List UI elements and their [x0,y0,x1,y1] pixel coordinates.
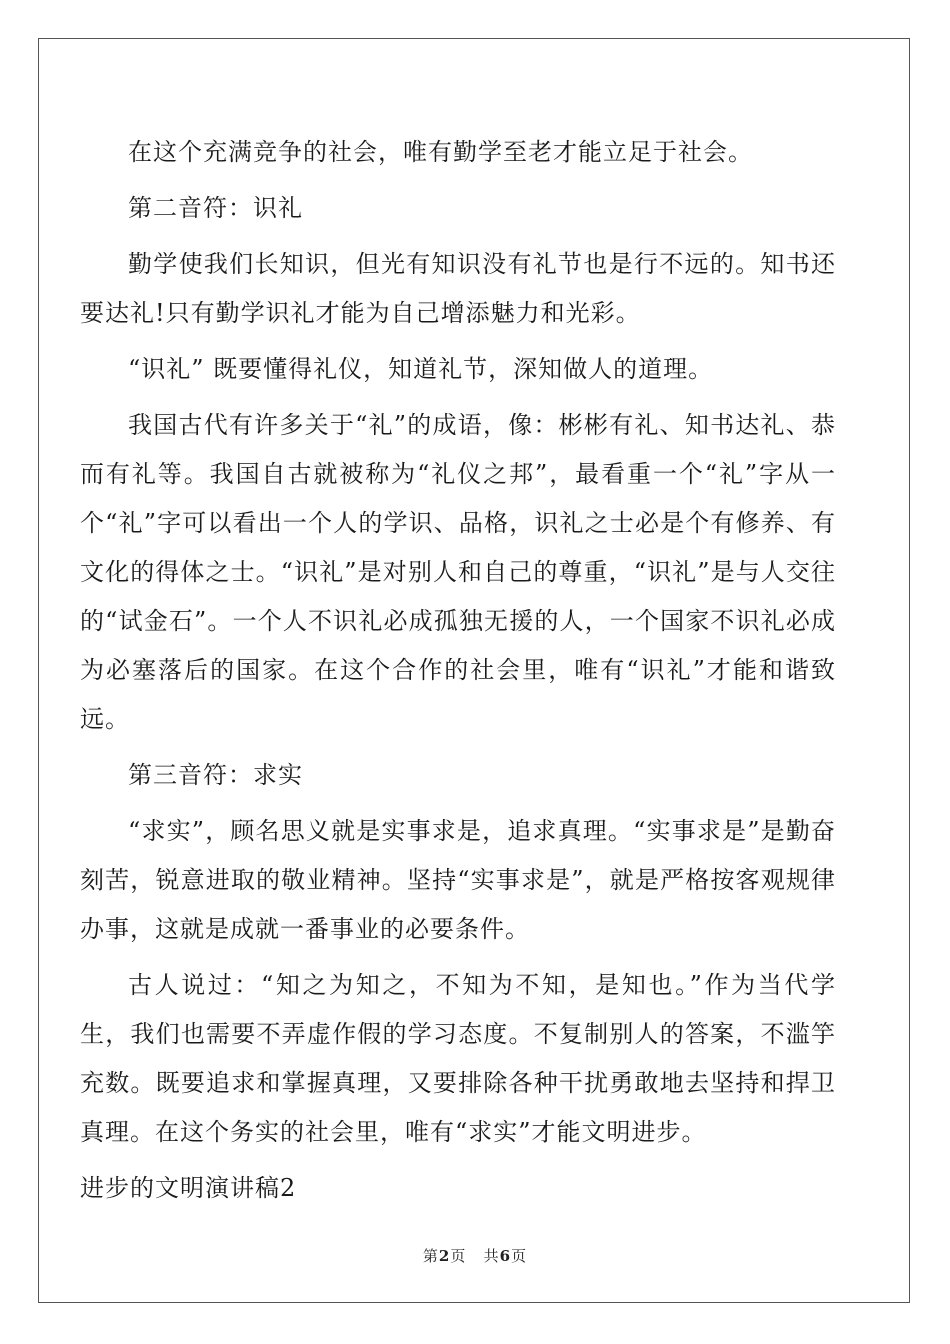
paragraph: “求实”，顾名思义就是实事求是，追求真理。“实事求是”是勤奋刻苦，锐意进取的敬业精神。坚持“实事求是”，就是严格按客观规律办事，这就是成就一番事业的必要条件。 [80,817,836,943]
paragraph: 我国古代有许多关于“礼”的成语，像：彬彬有礼、知书达礼、恭而有礼等。我国自古就被称为“礼仪之邦”，最看重一个“礼”字从一个“礼”字可以看出一个人的学识、品格，识礼之士必是个有修养、有文化的得体之士。“识礼”是对别人和自己的尊重，“识礼”是与人交往的“试金石”。一个人不识礼必成孤独无援的人，一个国家不识礼必成为必塞落后的国家。在这个合作的社会里，唯有“识礼”才能和谐致远。 [80,411,836,733]
section-heading: 第二音符：识礼 [128,194,303,222]
paragraph: “识礼” 既要懂得礼仪，知道礼节，深知做人的道理。 [128,355,714,383]
paragraph: 勤学使我们长知识，但光有知识没有礼节也是行不远的。知书还要达礼!只有勤学识礼才能为自己增添魅力和光彩。 [80,250,836,327]
current-page-number: 2 [438,1247,451,1265]
footer-prefix: 第 [422,1247,439,1265]
document-body [80,128,836,1213]
paragraph: 古人说过：“知之为知之，不知为不知，是知也。”作为当代学生，我们也需要不弄虚作假的学习态度。不复制别人的答案，不滥竽充数。既要追求和掌握真理，又要排除各种干扰勇敢地去坚持和捍卫真理。在这个务实的社会里，唯有“求实”才能文明进步。 [80,971,836,1146]
page-footer [0,1245,950,1266]
footer-total-prefix: 共 [483,1247,500,1265]
footer-total-suffix: 页 [511,1247,528,1265]
paragraph: 在这个充满竞争的社会，唯有勤学至老才能立足于社会。 [128,138,753,166]
footer-page-suffix: 页 [450,1247,467,1265]
section-heading: 第三音符：求实 [128,761,303,789]
section-title: 进步的文明演讲稿2 [80,1174,297,1202]
total-pages-number: 6 [499,1247,512,1265]
